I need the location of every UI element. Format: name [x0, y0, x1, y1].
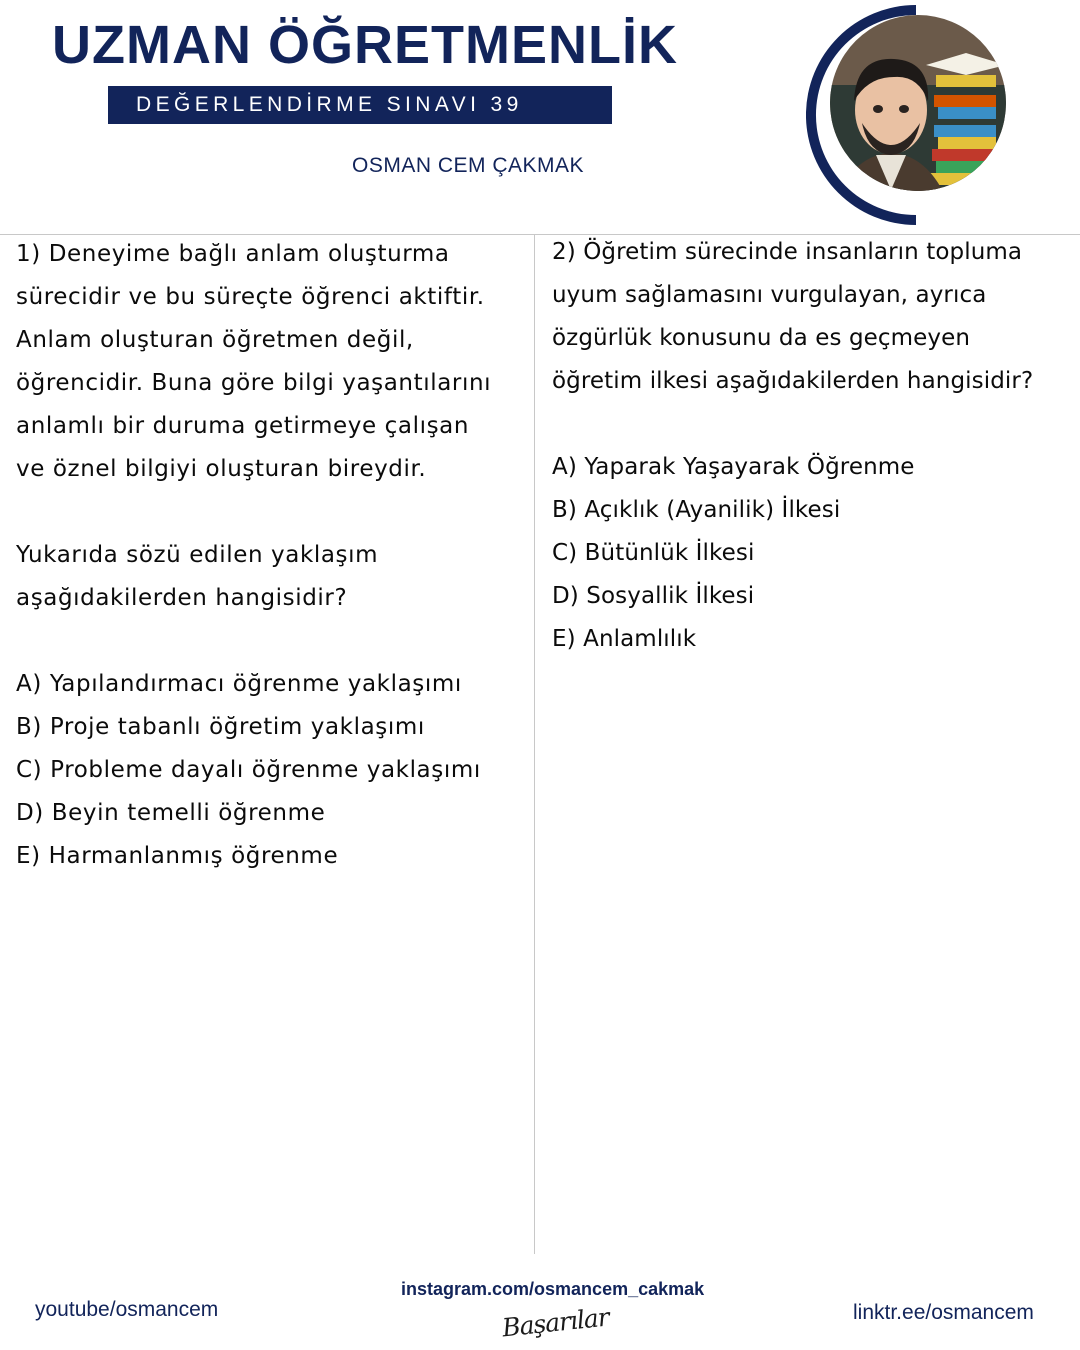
question-2-stem-line: özgürlük konusunu da es geçmeyen: [552, 325, 971, 351]
column-divider: [534, 234, 535, 1254]
question-1-stem-line: anlamlı bir duruma getirmeye çalışan: [16, 413, 470, 439]
question-1-option-e: E) Harmanlanmış öğrenme: [16, 843, 339, 869]
question-1-stem-line: öğrencidir. Buna göre bilgi yaşantılarını: [16, 370, 492, 396]
question-1-option-b: B) Proje tabanlı öğretim yaklaşımı: [16, 714, 425, 740]
question-1-stem-line: sürecidir ve bu süreçte öğrenci aktiftir.: [16, 284, 485, 310]
question-2: [552, 231, 1067, 661]
signature: Başarılar: [500, 1302, 611, 1343]
question-1-option-a: A) Yapılandırmacı öğrenme yaklaşımı: [16, 671, 462, 697]
question-1-option-c: C) Probleme dayalı öğrenme yaklaşımı: [16, 757, 481, 783]
question-1-option-d: D) Beyin temelli öğrenme: [16, 800, 326, 826]
question-2-option-b: B) Açıklık (Ayanilik) İlkesi: [552, 497, 841, 523]
youtube-link[interactable]: youtube/osmancem: [35, 1298, 219, 1321]
question-2-option-d: D) Sosyallik İlkesi: [552, 583, 755, 609]
question-2-option-e: E) Anlamlılık: [552, 626, 697, 652]
question-1-prompt-line: aşağıdakilerden hangisidir?: [16, 585, 348, 611]
question-1-stem-line: Anlam oluşturan öğretmen değil,: [16, 327, 414, 353]
question-2-stem-line: 2) Öğretim sürecinde insanların topluma: [552, 239, 1023, 265]
avatar: [806, 5, 1026, 225]
question-1-stem-line: ve öznel bilgiyi oluşturan bireydir.: [16, 456, 427, 482]
question-2-stem-line: uyum sağlamasını vurgulayan, ayrıca: [552, 282, 987, 308]
question-2-stem-line: öğretim ilkesi aşağıdakilerden hangisidir?: [552, 368, 1034, 394]
exam-subtitle-bar: DEĞERLENDİRME SINAVI 39: [108, 86, 612, 124]
page-title: UZMAN ÖĞRETMENLİK: [52, 15, 678, 75]
author-name: OSMAN CEM ÇAKMAK: [352, 154, 585, 177]
question-1-stem-line: 1) Deneyime bağlı anlam oluşturma: [16, 241, 450, 267]
question-1-prompt-line: Yukarıda sözü edilen yaklaşım: [16, 542, 379, 568]
question-2-option-a: A) Yaparak Yaşayarak Öğrenme: [552, 454, 915, 480]
instagram-link[interactable]: instagram.com/osmancem_cakmak: [401, 1279, 705, 1299]
question-2-option-c: C) Bütünlük İlkesi: [552, 540, 755, 566]
question-1: [16, 233, 526, 878]
linktree-link[interactable]: linktr.ee/osmancem: [853, 1301, 1034, 1324]
